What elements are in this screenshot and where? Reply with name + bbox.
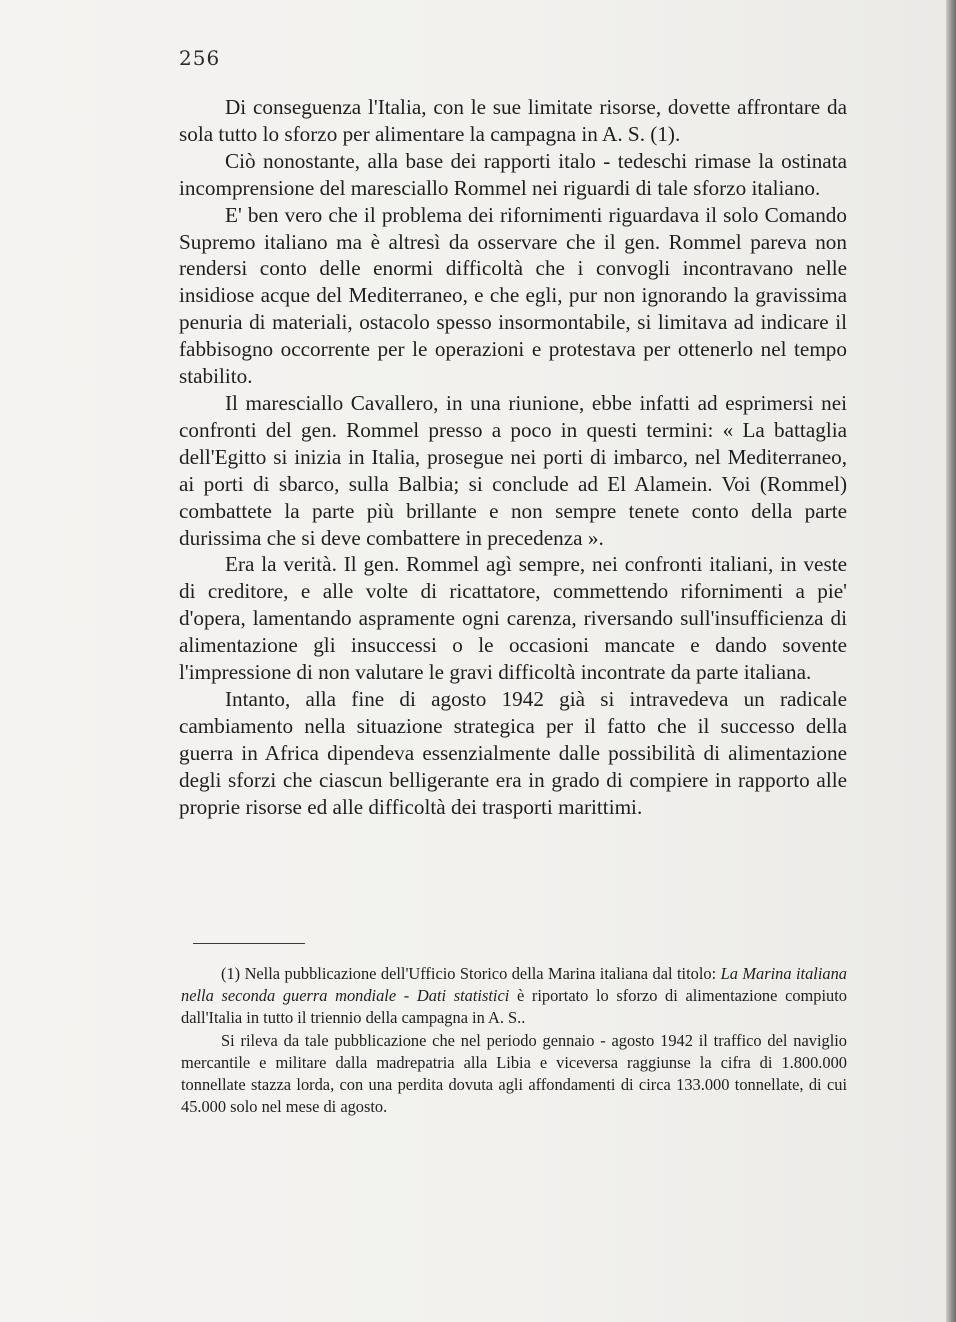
paragraph-2: Ciò nonostante, alla base dei rapporti italo - tedeschi rimase la ostinata incomprensione del maresciallo Rommel nei riguardi di tale sforzo italiano.	[179, 148, 847, 200]
paragraph-5: Era la verità. Il gen. Rommel agì sempre, nei confronti italiani, in veste di creditore, e alle volte di ricattatore, commettendo rifornimenti a pie' d'opera, lamentando aspramente ogni carenza, riversando sull'insufficienza di alimentazione gli insuccessi o le occasioni mancate e dando sovente l'impressione di non valutare le gravi difficoltà incontrate da parte italiana.	[179, 552, 847, 685]
paragraph-6: Intanto, alla fine di agosto 1942 già si intravedeva un radicale cambiamento nella situazione strategica per il fatto che il successo della guerra in Africa dipendeva essenzialmente dalle possibilità di alimentazione degli sforzi che ciascun belligerante era in grado di compiere in rapporto alle proprie risorse ed alle difficoltà dei trasporti marittimi.	[179, 686, 847, 819]
footnote-2: Si rileva da tale pubblicazione che nel periodo gennaio - agosto 1942 il traffico del naviglio mercantile e militare dalla madrepatria alla Libia e viceversa raggiunse la cifra di 1.800.000 tonnellate stazza lorda, con una perdita dovuta agli affondamenti di circa 133.000 tonnellate, di cui 45.000 solo nel mese di agosto.	[181, 1030, 847, 1117]
main-text	[179, 94, 847, 820]
footnote-1-publication-title: La Marina italiana nella seconda guerra mondiale - Dati statistici	[181, 964, 847, 1006]
paragraph-4: Il maresciallo Cavallero, in una riunione, ebbe infatti ad esprimersi nei confronti del gen. Rommel presso a poco in questi termini: « La battaglia dell'Egitto si inizia in Italia, prosegue nei porti di imbarco, nel Mediterraneo, ai porti di sbarco, sulla Balbia; si conclude ad El Alamein. Voi (Rommel) combattete la parte più brillante e non sempre tenete conto della parte durissima che si deve combattere in precedenza ».	[179, 390, 847, 550]
page-number: 256	[179, 46, 221, 70]
paragraph-3: E' ben vero che il problema dei rifornimenti riguardava il solo Comando Supremo italiano ma è altresì da osservare che il gen. Rommel pareva non rendersi conto delle enormi difficoltà che i convogli incontravano nelle insidiose acque del Mediterraneo, e che egli, pur non ignorando la gravissima penuria di materiali, ostacolo spesso insormontabile, si limitava ad indicare il fabbisogno occorrente per le operazioni e protestava per ottenerlo nel tempo stabilito.	[179, 202, 847, 389]
footnote-1-lead: (1) Nella pubblicazione dell'Ufficio Storico della Marina italiana dal titolo:	[221, 964, 717, 983]
footnote-1	[181, 963, 847, 1030]
footnotes	[181, 963, 847, 1118]
paragraph-1: Di conseguenza l'Italia, con le sue limitate risorse, dovette affrontare da sola tutto lo sforzo per alimentare la campagna in A. S. (1).	[179, 95, 847, 146]
footnote-1-rest: è riportato lo sforzo di alimentazione compiuto dall'Italia in tutto il triennio della campagna in A. S..	[181, 986, 847, 1028]
page-edge-shadow	[946, 0, 956, 1322]
footnote-separator	[193, 943, 305, 944]
